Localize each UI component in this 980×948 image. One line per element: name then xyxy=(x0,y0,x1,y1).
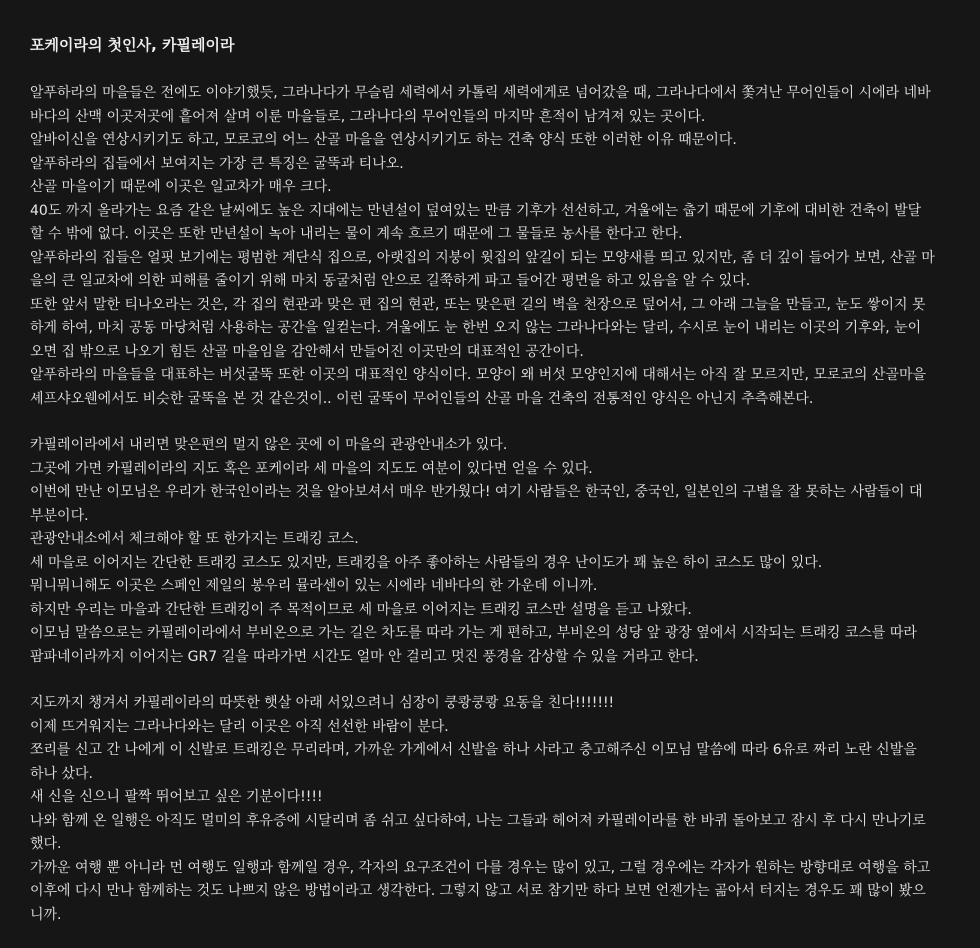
text-line: 카필레이라에서 내리면 맞은편의 멀지 않은 곳에 이 마을의 관광안내소가 있다. xyxy=(30,437,508,453)
text-line: 하게 하여, 마치 공동 마당처럼 사용하는 공간을 일컫는다. 겨울에도 눈 한번 오지 않는 그라나다와는 달리, 수시로 눈이 내리는 이곳의 기후와, 눈이 xyxy=(30,320,922,336)
text-line: 이제 뜨거워지는 그라나다와는 달리 이곳은 아직 선선한 바람이 분다. xyxy=(30,718,449,735)
text-line: 알푸하라의 마을들을 대표하는 버섯굴뚝 또한 이곳의 대표적인 양식이다. 모양이 왜 버섯 모양인지에 대해서는 아직 잘 모르지만, 모로코의 산골마을 xyxy=(30,367,926,383)
paragraph-gap xyxy=(30,411,980,434)
text-line: 할 수 밖에 없다. 이곳은 또한 만년설이 녹아 내리는 물이 계속 흐르기 때문에 그 물들로 농사를 한다고 한다. xyxy=(30,226,683,242)
text-line: 팜파네이라까지 이어지는 GR7 길을 따라가면 시간도 얼마 안 걸리고 멋진 풍경을 감상할 수 있을 거라고 한다. xyxy=(30,648,699,665)
text-line: 새 신을 신으니 팔짝 뛰어보고 싶은 기분이다!!!! xyxy=(30,789,323,805)
text-line: 지도까지 챙겨서 카필레이라의 따뜻한 햇살 아래 서있으려니 심장이 쿵쾅쿵쾅 요동을 친다!!!!!!! xyxy=(30,695,615,711)
text-line: 그곳에 가면 카필레이라의 지도 혹은 포케이라 세 마을의 지도도 여분이 있다면 얻을 수 있다. xyxy=(30,460,593,477)
text-line: 을의 큰 일교차에 의한 피해를 줄이기 위해 마치 동굴처럼 안으로 길쭉하게 파고 들어간 평면을 하고 있음을 알 수 있다. xyxy=(30,273,751,289)
text-line: 알바이신을 연상시키기도 하고, 모로코의 어느 산골 마을을 연상시키기도 하는 건축 양식 또한 이러한 이유 때문이다. xyxy=(30,132,737,148)
text-line: 알푸하라의 마을들은 전에도 이야기했듯, 그라나다가 무슬림 세력에서 카톨릭 세력에게로 넘어갔을 때, 그라나다에서 쫓겨난 무어인들이 시에라 네바 xyxy=(30,85,931,101)
text-line: 바다의 산맥 이곳저곳에 흩어져 살며 이룬 마을들로, 그라나다의 무어인들의 마지막 흔적이 남겨져 있는 곳이다. xyxy=(30,108,706,125)
text-line: 40도 까지 올라가는 요즘 같은 날씨에도 높은 지대에는 만년설이 덮여있는 만큼 기후가 선선하고, 겨울에는 춥기 때문에 기후에 대비한 건축이 발달 xyxy=(30,202,922,219)
paragraph-1 xyxy=(30,82,980,411)
text-line: 했다. xyxy=(30,836,62,852)
post-title: 포케이라의 첫인사, 카필레이라 xyxy=(30,36,235,54)
text-line: 이번에 만난 이모님은 우리가 한국인이라는 것을 알아보셔서 매우 반가웠다! 여기 사람들은 한국인, 중국인, 일본인의 구별을 잘 못하는 사람들이 대 xyxy=(30,484,923,500)
text-line: 뭐니뭐니해도 이곳은 스페인 제일의 봉우리 뮬라센이 있는 시에라 네바다의 한 가운데 이니까. xyxy=(30,578,598,594)
text-line: 관광안내소에서 체크해야 할 또 한가지는 트래킹 코스. xyxy=(30,531,359,547)
text-line: 쪼리를 신고 간 나에게 이 신발로 트래킹은 무리라며, 가까운 가게에서 신발을 하나 사라고 충고해주신 이모님 말씀에 따라 6유로 짜리 노란 신발을 xyxy=(30,742,917,758)
text-line: 산골 마을이기 때문에 이곳은 일교차가 매우 크다. xyxy=(30,179,332,195)
paragraph-gap xyxy=(30,669,980,692)
text-line: 알푸하라의 집들에서 보여지는 가장 큰 특징은 굴뚝과 티나오. xyxy=(30,155,404,172)
text-line: 셰프샤오웬에서도 비슷한 굴뚝을 본 것 같은것이.. 이런 굴뚝이 무어인들의 산골 마을 건축의 전통적인 양식은 아닌지 추측해본다. xyxy=(30,390,814,407)
text-line: 니까. xyxy=(30,906,62,923)
paragraph-3 xyxy=(30,692,980,927)
text-line: 부분이다. xyxy=(30,507,89,524)
paragraph-2 xyxy=(30,434,980,669)
text-line: 오면 집 밖으로 나오기 힘든 산골 마을임을 감안해서 만들어진 이곳만의 대표적인 공간이다. xyxy=(30,343,584,360)
text-line: 나와 함께 온 일행은 아직도 멀미의 후유증에 시달리며 좀 쉬고 싶다하여, 나는 그들과 헤어져 카필레이라를 한 바퀴 돌아보고 잠시 후 다시 만나기로 xyxy=(30,812,926,829)
text-line: 가까운 여행 뿐 아니라 먼 여행도 일행과 함께일 경우, 각자의 요구조건이 다를 경우는 많이 있고, 그럴 경우에는 각자가 원하는 방향대로 여행을 하고 xyxy=(30,859,931,876)
text-line: 또한 앞서 말한 티나오라는 것은, 각 집의 현관과 맞은 편 집의 현관, 또는 맞은편 길의 벽을 천장으로 덮어서, 그 아래 그늘을 만들고, 눈도 쌓이지 못 xyxy=(30,296,926,313)
text-line: 이후에 다시 만나 함께하는 것도 나쁘지 않은 방법이라고 생각한다. 그렇지 않고 서로 참기만 하다 보면 언젠가는 곪아서 터지는 경우도 꽤 많이 봤으 xyxy=(30,883,926,899)
article xyxy=(30,32,980,927)
text-line: 하나 샀다. xyxy=(30,765,93,782)
text-line: 세 마을로 이어지는 간단한 트래킹 코스도 있지만, 트래킹을 아주 좋아하는 사람들의 경우 난이도가 꽤 높은 하이 코스도 많이 있다. xyxy=(30,554,823,571)
text-line: 이모님 말씀으로는 카필레이라에서 부비온으로 가는 길은 차도를 따라 가는 게 편하고, 부비온의 성당 앞 광장 옆에서 시작되는 트래킹 코스를 따라 xyxy=(30,625,917,641)
text-line: 하지만 우리는 마을과 간단한 트래킹이 주 목적이므로 세 마을로 이어지는 트래킹 코스만 설명을 듣고 나왔다. xyxy=(30,601,692,618)
text-line: 알푸하라의 집들은 얼핏 보기에는 평범한 계단식 집으로, 아랫집의 지붕이 윗집의 앞길이 되는 모양새를 띄고 있지만, 좀 더 깊이 들어가 보면, 산골 마 xyxy=(30,249,935,266)
